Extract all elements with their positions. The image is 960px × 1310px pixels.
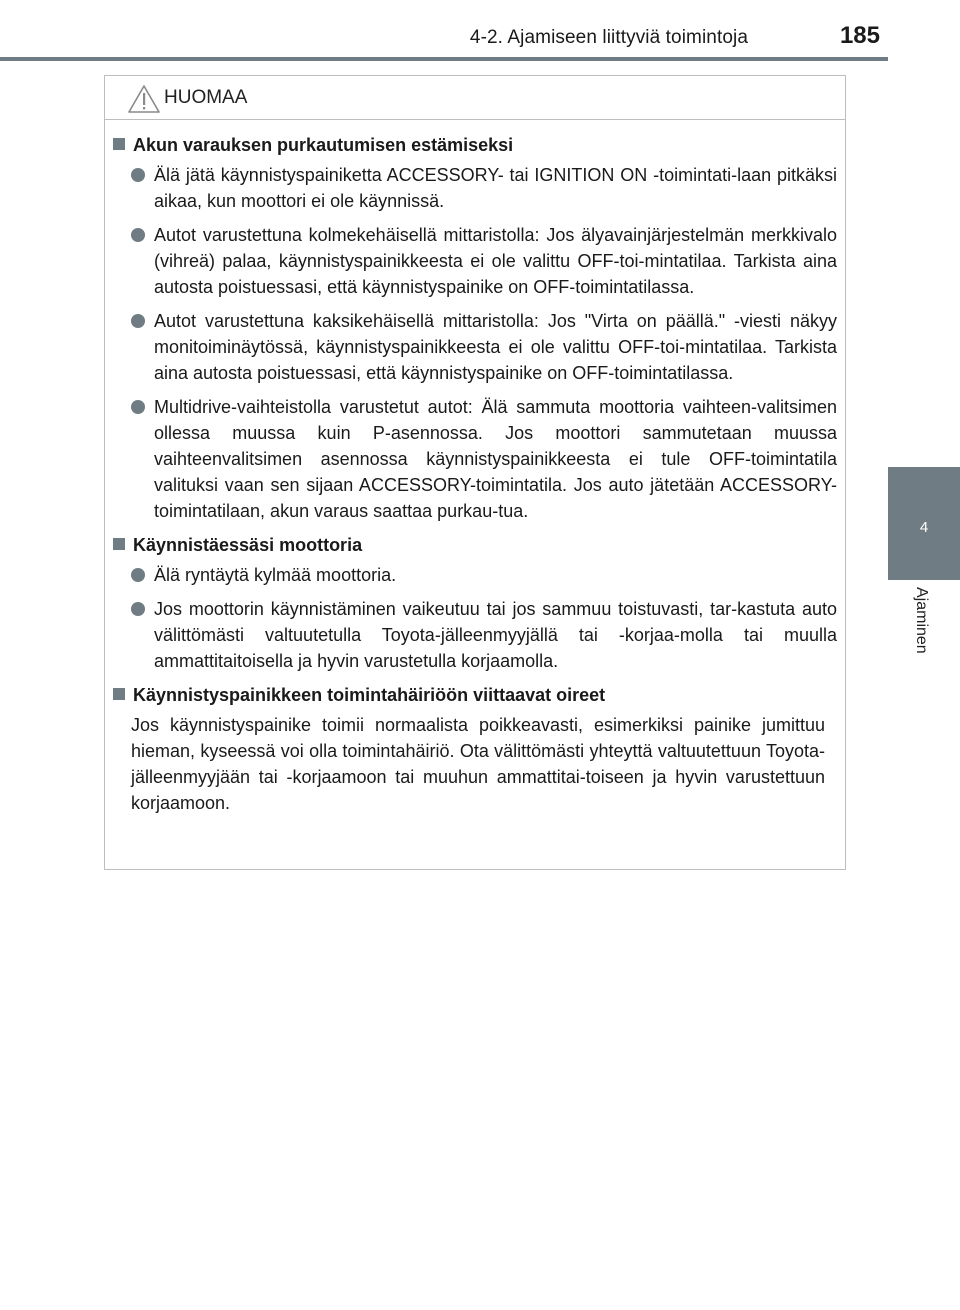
list-item-text: Multidrive-vaihteistolla varustetut autot: Älä sammuta moottoria vaihteen-valitsimen ollessa muussa kuin P-asennossa. Jos moottori sammutetaan muussa vaihteenvalitsimen asennossa käynnistyspainikkeesta ei tule OFF-toimintatila valituksi vaan sen sijaan ACCESSORY-toimintatila. Jos auto jätetään ACCESSORY-toimintatilaan, akun varaus saattaa purkau-tua. <box>154 397 837 521</box>
section-heading <box>105 132 845 158</box>
chapter-tab-label: Ajaminen <box>913 587 930 654</box>
round-bullet-icon <box>131 400 145 414</box>
round-bullet-icon <box>131 568 145 582</box>
list-item-text: Jos moottorin käynnistäminen vaikeutuu tai jos sammuu toistuvasti, tar-kastuta auto välittömästi valtuutetulla Toyota-jälleenmyyjällä tai -korjaa-molla tai muulla ammattitaitoisella ja hyvin varustetulla korjaamolla. <box>154 599 837 671</box>
section-header-title: 4-2. Ajamiseen liittyviä toimintoja <box>469 27 748 48</box>
section-heading-text: Käynnistäessäsi moottoria <box>133 535 363 555</box>
list-item <box>105 222 845 300</box>
list-item <box>105 562 845 588</box>
list-item-text: Autot varustettuna kolmekehäisellä mittaristolla: Jos älyavainjärjestelmän merkkivalo (vihreä) palaa, käynnistyspainikkeesta ei ole valittu OFF-toi-mintatilaa. Tarkista aina autosta poistuessasi, että käynnistyspainike on OFF-toimintatilassa. <box>154 225 837 297</box>
section-heading <box>105 532 845 558</box>
chapter-tab-number: 4 <box>919 519 929 536</box>
page-number: 185 <box>839 22 880 49</box>
list-item <box>105 308 845 386</box>
section-heading <box>105 682 845 708</box>
list-item-text: Autot varustettuna kaksikehäisellä mittaristolla: Jos "Virta on päällä." -viesti näkyy monitoiminäytössä, käynnistyspainikkeesta ei ole valittu OFF-toi-mintatilaa. Tarkista aina autosta poistuessasi, että käynnistyspainike on OFF-toimintatilassa. <box>154 311 837 383</box>
list-item <box>105 394 845 524</box>
square-bullet-icon <box>113 688 125 700</box>
list-item-text: Älä jätä käynnistyspainiketta ACCESSORY- tai IGNITION ON -toimintati-laan pitkäksi aikaa, kun moottori ei ole käynnissä. <box>154 165 837 211</box>
square-bullet-icon <box>113 138 125 150</box>
chapter-tab <box>888 467 960 580</box>
section-heading-text: Akun varauksen purkautumisen estämiseksi <box>133 135 514 155</box>
round-bullet-icon <box>131 228 145 242</box>
notice-box <box>104 75 846 870</box>
section-heading-text: Käynnistyspainikkeen toimintahäiriöön viittaavat oireet <box>133 685 606 705</box>
round-bullet-icon <box>131 168 145 182</box>
notice-content <box>105 132 845 816</box>
list-item-text: Älä ryntäytä kylmää moottoria. <box>154 565 397 585</box>
list-item <box>105 162 845 214</box>
warning-triangle-icon <box>127 84 161 114</box>
square-bullet-icon <box>113 538 125 550</box>
header-rule <box>0 57 888 61</box>
notice-title: HUOMAA <box>164 87 248 108</box>
round-bullet-icon <box>131 314 145 328</box>
notice-header <box>105 76 845 120</box>
list-item <box>105 596 845 674</box>
round-bullet-icon <box>131 602 145 616</box>
section-paragraph: Jos käynnistyspainike toimii normaalista poikkeavasti, esimerkiksi painike jumittuu hieman, kyseessä voi olla toimintahäiriö. Ota välittömästi yhteyttä valtuutettuun Toyota-jälleenmyyjään tai -korjaamoon tai muuhun ammattitai-toiseen ja hyvin varustettuun korjaamoon. <box>131 715 825 813</box>
